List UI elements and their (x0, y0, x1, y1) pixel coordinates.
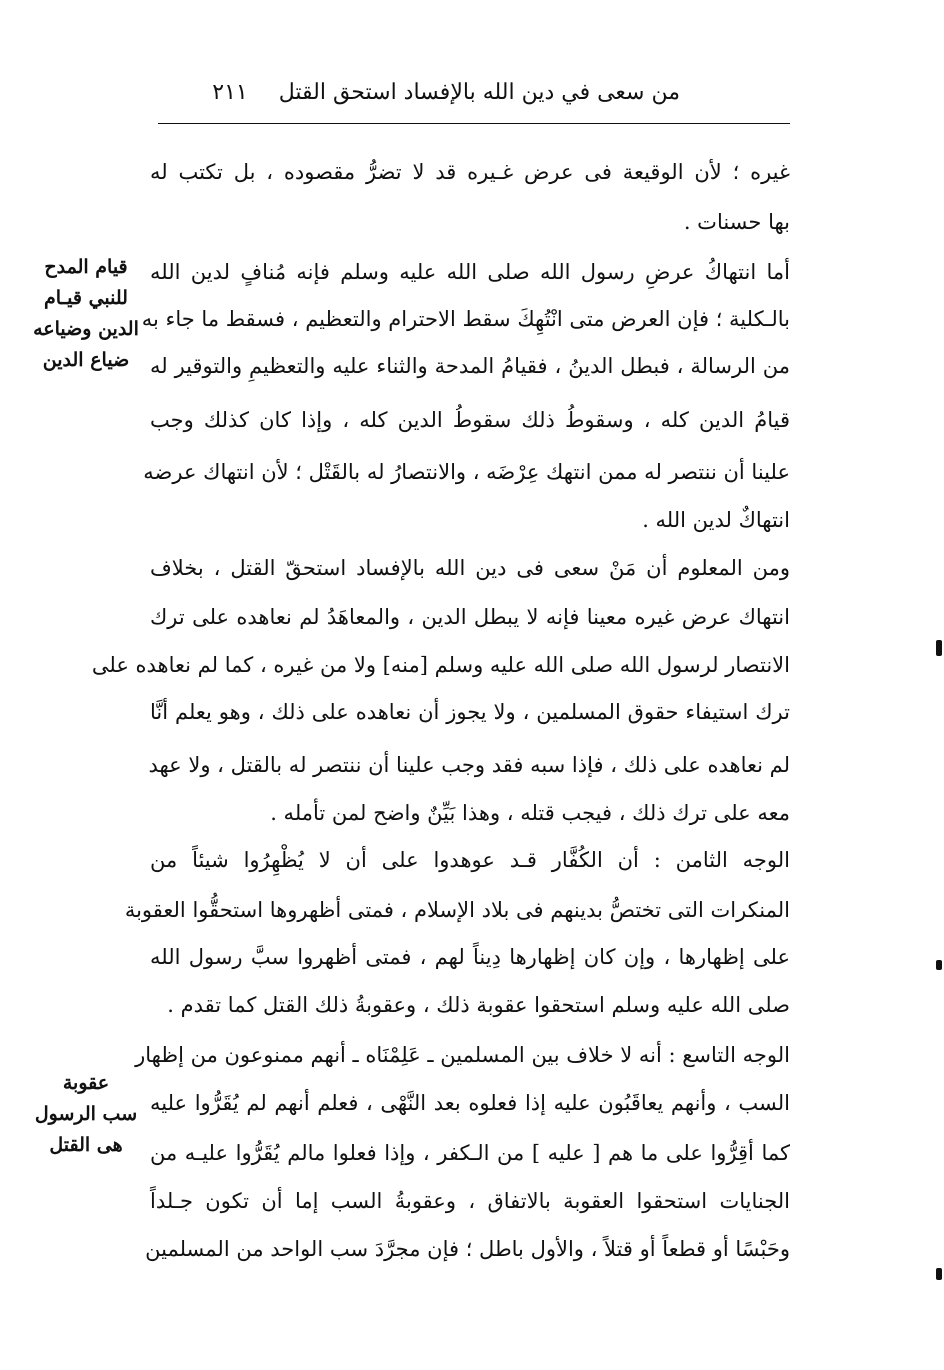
text-line: من الرسالة ، فبطل الدينُ ، فقيامُ المدحة والثناء عليه والتعظيمِ والتوقير له (150, 354, 790, 378)
text-line: انتهاكٌ لدين الله . (642, 508, 790, 532)
page-number: ٢١١ (212, 80, 248, 105)
text-line: بالـكلية ؛ فإن العرض متى انْتُهِكَ سقط الاحترام والتعظيم ، فسقط ما جاء به (141, 307, 790, 331)
text-line: بها حسنات . (683, 210, 790, 234)
text-line: الانتصار لرسول الله صلى الله عليه وسلم [منه] ولا من غيره ، كما لم نعاهده على (91, 653, 790, 677)
margin-note-line: قيام المدح (44, 256, 128, 278)
text-line: على إظهارها ، وإن كان إظهارها دِيناً لهم ، فمتى أظهروا سبَّ رسول الله (150, 945, 790, 969)
margin-note (22, 1068, 150, 1161)
text-line: الوجه الثامن : أن الكُفَّار قـد عوهدوا على أن لا يُظْهِرُوا شيئاً من (150, 848, 790, 872)
text-line: الوجه التاسع : أنه لا خلاف بين المسلمين ـ عَلِمْنَاه ـ أنهم ممنوعون من إظهار (135, 1043, 790, 1067)
running-header-title: من سعى في دين الله بالإفساد استحق القتل (278, 80, 680, 105)
text-line: انتهاك عرض غيره معينا فإنه لا يبطل الدين ، والمعاهَدُ لم نعاهده على ترك (150, 605, 790, 629)
text-line: غيره ؛ لأن الوقيعة فى عرض غـيره قد لا تضرُّ مقصوده ، بل تكتب له (150, 160, 790, 184)
text-line: معه على ترك ذلك ، فيجب قتله ، وهذا بَيِّنٌ واضح لمن تأمله . (270, 801, 790, 825)
margin-note-line: للنبي قيـام (44, 287, 128, 309)
header-divider (158, 123, 790, 124)
margin-note-line: ضياع الدين (42, 349, 130, 371)
scan-edge-mark (936, 960, 942, 970)
text-line: علينا أن ننتصر له ممن انتهك عِرْضَه ، والانتصارُ له بالقَتْل ؛ لأن انتهاك عرضه (143, 460, 790, 484)
margin-note-line: عقوبة (62, 1072, 110, 1094)
text-line: صلى الله عليه وسلم استحقوا عقوبة ذلك ، وعقوبةُ ذلك القتل كما تقدم . (167, 993, 790, 1017)
margin-note-line: هى القتل (49, 1134, 123, 1156)
margin-note-line: سب الرسول (34, 1103, 138, 1125)
text-line: ومن المعلوم أن مَنْ سعى فى دين الله بالإفساد استحقّ القتل ، بخلاف (150, 556, 790, 580)
text-line: وحَبْسًا أو قطعاً أو قتلاً ، والأول باطل ؛ فإن مجرَّدَ سب الواحد من المسلمين (145, 1237, 790, 1261)
text-line: السب ، وأنهم يعاقَبُون عليه إذا فعلوه بعد النَّهْى ، فعلم أنهم لم يُقَرُّوا عليه (150, 1091, 790, 1115)
text-line: قيامُ الدين كله ، وسقوطُ ذلك سقوطُ الدين كله ، وإذا كان كذلك وجب (150, 408, 790, 432)
scan-edge-mark (936, 640, 942, 656)
text-line: ترك استيفاء حقوق المسلمين ، ولا يجوز أن نعاهده على ذلك ، وهو يعلم أنَّا (150, 700, 790, 724)
text-line: الجنايات استحقوا العقوبة بالاتفاق ، وعقوبةُ السب إما أن تكون جـلداً (150, 1189, 790, 1213)
margin-note-line: الدين وضياعه (33, 318, 139, 340)
text-line: أما انتهاكُ عرضِ رسول الله صلى الله عليه وسلم فإنه مُنافٍ لدين الله (150, 260, 790, 284)
scan-edge-mark (936, 1268, 942, 1280)
margin-note (22, 252, 150, 376)
text-line: لم نعاهده على ذلك ، فإذا سبه فقد وجب علينا أن ننتصر له بالقتل ، ولا عهد (148, 753, 790, 777)
text-line: المنكرات التى تختصُّ بدينهم فى بلاد الإسلام ، فمتى أظهروها استحقُّوا العقوبة (124, 898, 790, 922)
text-line: كما أقِرُّوا على ما هم [ عليه ] من الـكفر ، وإذا فعلوا مالم يُقَرُّوا عليـه من (150, 1141, 790, 1165)
